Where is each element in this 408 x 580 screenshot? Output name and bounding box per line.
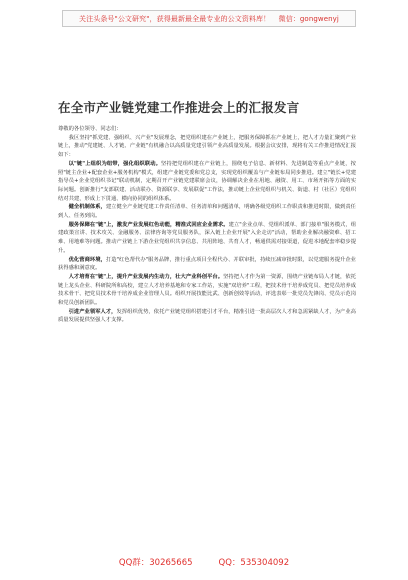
- paragraph-text: 发挥组织优势，依托产业链党组织搭建引才平台，精准引进一批高层次人才和急需紧缺人才，为产业高质量发展提供坚强人才支撑。: [58, 308, 356, 324]
- paragraph-text: 我区坚持"抓党建、强组织、兴产业"发展理念，把党组织建在产业链上，把服务保障抓在产业链上，把人才力量汇聚到产业链上，推动"党建链、人才链、产业链"有机融合以高质量党建引领产业高质量发展。根据会议安排，现将有关工作推进情况汇报如下：: [58, 134, 356, 159]
- paragraph: [58, 256, 356, 273]
- banner-wechat: 微信：gongwenyj: [278, 14, 339, 23]
- paragraph-lead: 引进产业领军人才，: [68, 308, 117, 315]
- paragraph-lead: 服务保障在"链"上，激发产业发展红色动能，精准式回应企业需求。: [68, 221, 229, 228]
- document-title: 在全市产业链党建工作推进会上的汇报发言: [58, 100, 300, 115]
- paragraph-lead: 健全机制体系，: [68, 204, 106, 211]
- paragraph-text: 建立健全产业链党建工作责任清单、任务清单和问题清单，明确各级党组织工作职责和推进时限，做到责任到人、任务到岗。: [58, 204, 356, 220]
- paragraph: [58, 134, 356, 160]
- paragraph-lead: 以"链"上组织为纽带，强化组织联动。: [68, 160, 162, 167]
- document-body: [58, 125, 356, 543]
- paragraph-text: 打造"红色帮代办"服务品牌，推行重点项目全程代办、并联审批，持续压减审批时限，以党建服务提升企业获得感和满意度。: [58, 256, 356, 272]
- greeting: 尊敬的各位领导、同志们：: [58, 126, 122, 132]
- paragraph-lead: 人才培育在"链"上，提升产业发展内生动力，壮大产业科创平台。: [68, 273, 224, 280]
- paragraph-text: 建立"企业点单、党组织派单、部门接单"服务模式，组建政策宣讲、技术攻关、金融服务、法律咨询等党员服务队，深入链上企业开展"入企走访"活动，帮助企业解决融资难、招工难、用地难等问题。推动产业链上下游企业党组织共享信息、共用阵地、共育人才，畅通供需对接渠道，促进本地配套率稳步提升。: [58, 221, 356, 254]
- qq-group-number: QQ群：30265665: [118, 558, 193, 568]
- paragraph: [58, 221, 356, 256]
- paragraph-text: 坚持把人才作为第一资源，围绕产业链布局人才链，依托链上龙头企业、科研院所和高校，建立人才培养基地和专家工作站，实施"双培养"工程，把技术骨干培养成党员、把党员培养成技术骨干、把党员技术骨干培养成企业管理人员。组织开展技能比武、创新创效等活动，评选表彰一批党员先锋岗、党员示范岗和党员创新团队。: [58, 273, 356, 307]
- paragraph: [58, 308, 356, 325]
- banner-separator: [273, 15, 275, 23]
- paragraph: [58, 160, 356, 204]
- contact-footer: [0, 556, 408, 568]
- paragraph-text: 坚持把党组织建在产业链上，围绕电子信息、新材料、先进制造等重点产业链，按照"链主企业+配套企业+服务机构"模式，组建产业链党委和党总支，实现党组织覆盖与产业链布局同步推进。建立"链长+党建指导员+企业党组织书记"联动机制，定期召开产业链党建联席会议，协调解决企业在用地、融资、用工、市场开拓等方面的实际问题。创新推行"支部联建、活动联办、资源联享、发展联促"工作法，推动链上企业党组织与机关、街道、村（社区）党组织结对共建，形成上下贯通、横向协同的组织体系。: [58, 160, 356, 202]
- qq-number: QQ：535304092: [218, 558, 290, 568]
- paragraph-lead: 优化营商环境，: [68, 256, 106, 263]
- promo-banner: [62, 10, 356, 27]
- paragraph: [58, 203, 356, 220]
- paragraph-list: [58, 134, 356, 325]
- paragraph: [58, 273, 356, 308]
- banner-text: 关注头条号"公文研究"，获得最新最全最专业的公文资料库！: [79, 14, 271, 23]
